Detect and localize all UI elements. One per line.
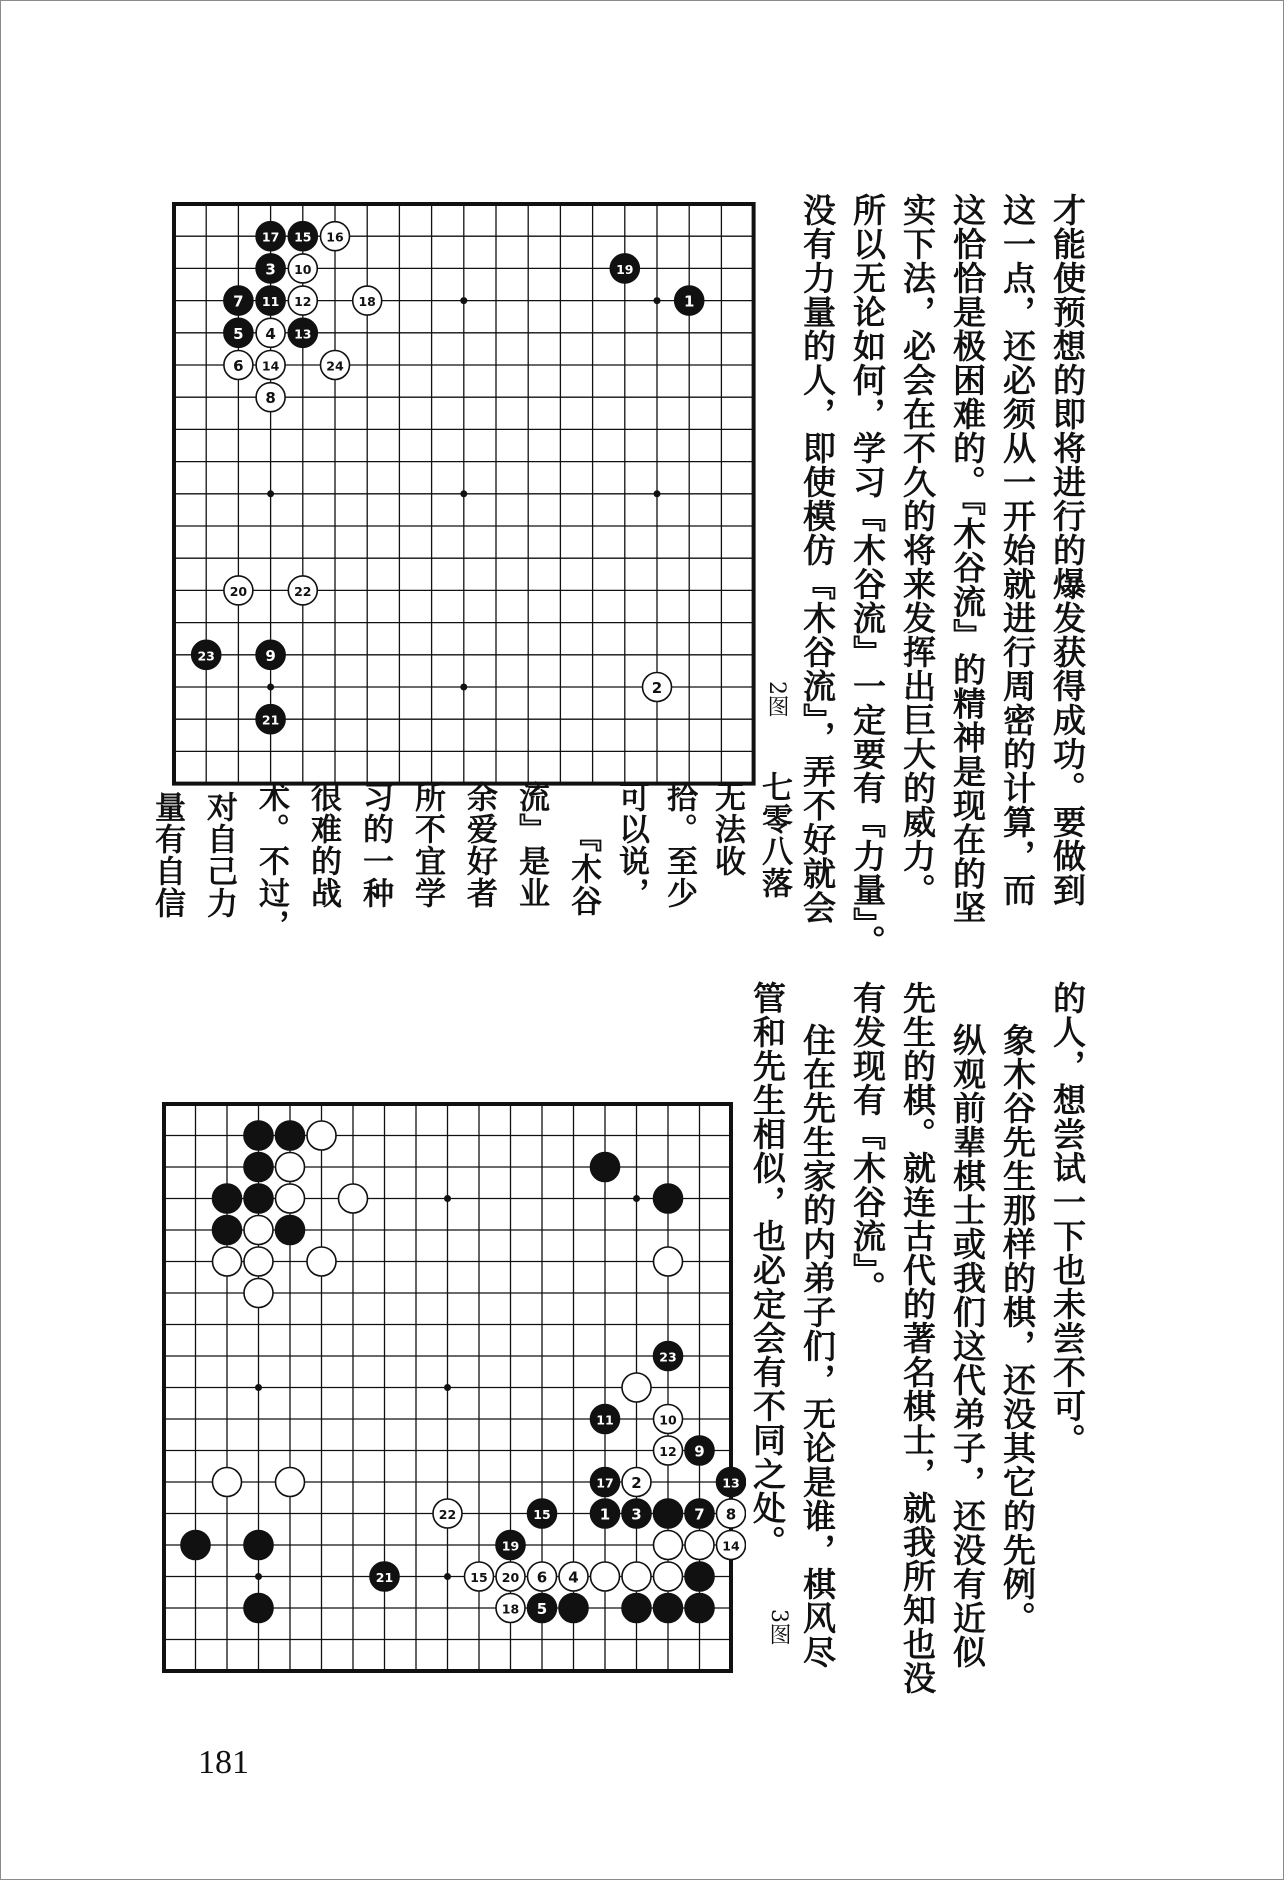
- white-stone: [276, 1184, 305, 1213]
- move-number: 15: [294, 229, 312, 245]
- black-stone: [685, 1594, 714, 1623]
- white-stone: [685, 1531, 714, 1560]
- black-stone: [559, 1594, 588, 1623]
- move-number: 12: [294, 294, 312, 310]
- star-point: [654, 297, 661, 304]
- black-stone: [591, 1153, 620, 1182]
- move-number: 14: [722, 1538, 740, 1554]
- move-number: 8: [265, 389, 276, 408]
- move-number: 4: [568, 1568, 579, 1587]
- move-number: 19: [501, 1538, 520, 1554]
- move-number: 20: [229, 583, 248, 599]
- move-number: 20: [501, 1570, 520, 1585]
- star-point: [267, 684, 274, 691]
- text-column: 所不宜学: [409, 781, 445, 909]
- move-number: 2: [651, 679, 663, 697]
- white-stone: [307, 1121, 336, 1150]
- star-point: [267, 490, 274, 497]
- text-column: 余爱好者: [461, 781, 497, 909]
- move-number: 22: [438, 1507, 457, 1522]
- white-stone: [654, 1531, 683, 1560]
- text-column: 可以说，: [613, 781, 649, 909]
- text-column: 没有力量的人，即使模仿『木谷流』，弄不好就会: [798, 193, 837, 925]
- page-number: 181: [198, 1744, 249, 1781]
- move-number: 23: [659, 1349, 677, 1365]
- move-number: 10: [659, 1412, 677, 1428]
- black-stone: [244, 1153, 273, 1182]
- move-number: 24: [326, 358, 344, 374]
- move-number: 1: [683, 292, 695, 311]
- move-number: 7: [694, 1505, 705, 1524]
- fig2-board: [166, 191, 756, 791]
- black-stone: [654, 1184, 683, 1213]
- move-number: 11: [261, 294, 280, 310]
- text-column: 拾。至少: [661, 781, 697, 909]
- move-number: 14: [261, 358, 280, 374]
- white-stone: [244, 1247, 273, 1276]
- white-stone: [244, 1216, 273, 1245]
- star-point: [460, 684, 467, 691]
- move-number: 19: [616, 261, 634, 277]
- white-stone: [654, 1562, 683, 1591]
- text-column: 量有自信: [149, 791, 185, 919]
- text-column: 住在先生家的内弟子们，无论是谁，棋风尽: [798, 1023, 837, 1669]
- fig3-board: [156, 1096, 746, 1686]
- move-number: 5: [536, 1600, 548, 1618]
- text-column: 很难的战: [305, 781, 341, 909]
- white-stone: [622, 1373, 651, 1402]
- black-stone: [685, 1562, 714, 1591]
- white-stone: [307, 1247, 336, 1276]
- text-column: 所以无论如何，学习『木谷流』一定要有『力量』。: [848, 193, 887, 959]
- move-number: 7: [233, 292, 244, 311]
- text-column: 这一点，还必须从一开始就进行周密的计算，而: [998, 193, 1037, 907]
- move-number: 13: [294, 326, 312, 342]
- text-column: 无法收: [709, 781, 745, 877]
- move-number: 2: [631, 1474, 642, 1492]
- black-stone: [213, 1184, 242, 1213]
- text-column: 『木谷: [565, 821, 601, 917]
- star-point: [444, 1195, 451, 1202]
- fig2-label: 2图: [764, 681, 789, 717]
- black-stone: [276, 1121, 305, 1150]
- text-column: 七零八落: [756, 771, 792, 899]
- black-stone: [181, 1531, 210, 1560]
- move-number: 10: [294, 261, 312, 277]
- black-stone: [244, 1184, 273, 1213]
- move-number: 15: [533, 1507, 551, 1522]
- move-number: 16: [326, 229, 344, 245]
- move-number: 12: [659, 1444, 677, 1459]
- black-stone: [213, 1216, 242, 1245]
- move-number: 5: [233, 324, 244, 343]
- white-stone: [591, 1562, 620, 1591]
- text-column: 对自己力: [201, 791, 237, 919]
- black-stone: [654, 1499, 683, 1528]
- white-stone: [622, 1562, 651, 1591]
- text-column: 的人，想尝试一下也未尝不可。: [1048, 981, 1087, 1457]
- move-number: 9: [265, 646, 276, 665]
- text-column: 象木谷先生那样的棋，还没其它的先例。: [998, 1023, 1037, 1635]
- white-stone: [654, 1247, 683, 1276]
- white-stone: [213, 1247, 242, 1276]
- move-number: 13: [722, 1475, 740, 1491]
- text-column: 流』是业: [513, 781, 549, 909]
- black-stone: [244, 1594, 273, 1623]
- white-stone: [213, 1468, 242, 1497]
- text-column: 才能使预想的即将进行的爆发获得成功。要做到: [1048, 193, 1087, 907]
- text-column: 管和先生相似，也必定会有不同之处。: [748, 981, 787, 1559]
- text-column: 这恰恰是极困难的。『木谷流』的精神是现在的坚: [948, 193, 987, 925]
- move-number: 18: [358, 294, 376, 310]
- move-number: 21: [375, 1570, 394, 1585]
- black-stone: [654, 1594, 683, 1623]
- move-number: 18: [501, 1601, 520, 1617]
- star-point: [654, 490, 661, 497]
- text-column: 习的一种: [357, 781, 393, 909]
- move-number: 6: [233, 357, 244, 375]
- move-number: 23: [197, 648, 215, 664]
- move-number: 8: [725, 1505, 737, 1524]
- white-stone: [339, 1184, 368, 1213]
- move-number: 6: [536, 1568, 548, 1587]
- move-number: 9: [694, 1442, 705, 1461]
- white-stone: [276, 1468, 305, 1497]
- move-number: 22: [294, 583, 312, 599]
- text-column: 术。不过，: [253, 781, 289, 941]
- text-column: 纵观前辈棋士或我们这代弟子，还没有近似: [948, 1023, 987, 1669]
- star-point: [255, 1384, 262, 1391]
- move-number: 21: [261, 712, 280, 728]
- star-point: [633, 1195, 640, 1202]
- black-stone: [276, 1216, 305, 1245]
- star-point: [444, 1384, 451, 1391]
- star-point: [444, 1573, 451, 1580]
- black-stone: [622, 1594, 651, 1623]
- text-column: 先生的棋。就连古代的著名棋士，就我所知也没: [898, 981, 937, 1695]
- move-number: 15: [470, 1570, 488, 1585]
- move-number: 17: [596, 1475, 614, 1491]
- move-number: 11: [596, 1412, 614, 1428]
- move-number: 4: [265, 324, 276, 343]
- move-number: 3: [265, 260, 276, 279]
- black-stone: [244, 1121, 273, 1150]
- white-stone: [276, 1153, 305, 1182]
- star-point: [460, 297, 467, 304]
- text-column: 实下法，必会在不久的将来发挥出巨大的威力。: [898, 193, 937, 907]
- star-point: [460, 490, 467, 497]
- move-number: 1: [599, 1505, 611, 1524]
- fig3-label: 3图: [766, 1609, 791, 1645]
- black-stone: [244, 1531, 273, 1560]
- star-point: [255, 1573, 262, 1580]
- move-number: 17: [261, 229, 280, 245]
- white-stone: [244, 1279, 273, 1308]
- text-column: 有发现有『木谷流』。: [848, 981, 887, 1305]
- move-number: 3: [631, 1505, 642, 1524]
